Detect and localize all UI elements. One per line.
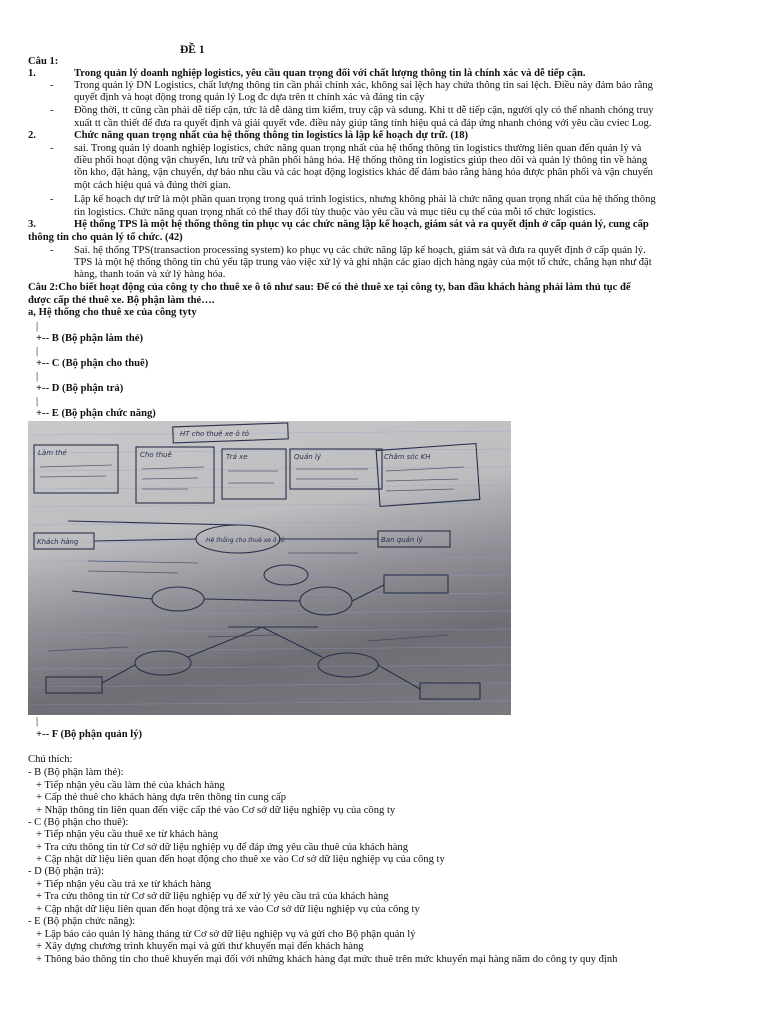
diagram-caption: HT cho thuê xe ô tô bbox=[180, 430, 249, 438]
bullet-line: một cách hiệu quả và đúng thời gian. bbox=[74, 180, 231, 191]
notes-item: + Tra cứu thông tin từ Cơ sở dữ liệu nghiệp vụ để xử lý yêu cầu trả của khách hàng bbox=[36, 891, 389, 902]
notes-item: + Tra cứu thông tin từ Cơ sở dữ liệu nghiệp vụ để đáp ứng yêu cầu thuê của khách hàng bbox=[36, 842, 409, 853]
bullet-line: Trong quản lý DN Logistics, chất lượng thông tin cần phải chính xác, không sai lệch hay chứa thông tin sai lệch. Điều này đảm bảo rằng bbox=[74, 80, 653, 91]
notes-item: + Nhập thông tin liên quan đến việc cấp thẻ vào Cơ sở dữ liệu nghiệp vụ của công ty bbox=[36, 805, 396, 816]
tree-node-c: +-- C (Bộ phận cho thuê) bbox=[36, 358, 149, 369]
bullet-line: Đồng thời, tt cũng cần phải dễ tiếp cận, tức là dễ dàng tìm kiếm, truy cập và sdung. Khi tt dễ tiếp cận, người qly có thể nhanh chóng truy bbox=[74, 105, 654, 116]
bullet-line: TPS là một hệ thống thông tin chủ yếu tập trung vào việc xử lý và ghi nhận các giao dịch hàng ngày của một tổ chức, chẳng hạn như đặt bbox=[74, 257, 652, 268]
item-number: 3. bbox=[28, 219, 36, 230]
notes-item: + Cập nhật dữ liệu liên quan đến hoạt động trả xe vào Cơ sở dữ liệu nghiệp vụ của công ty bbox=[36, 904, 420, 915]
diagram-box-label: Trả xe bbox=[226, 453, 248, 461]
diagram-box-label: Cho thuê bbox=[140, 451, 172, 459]
notes-item: + Cấp thẻ thuê cho khách hàng dựa trên thông tin cung cấp bbox=[36, 792, 287, 803]
item-title: Trong quản lý doanh nghiệp logistics, yêu cầu quan trọng đối với chất lượng thông tin là chính xác và dễ tiếp cận. bbox=[74, 68, 586, 79]
diagram-box-label: Quản lý bbox=[294, 453, 321, 461]
tree-node-e: +-- E (Bộ phận chức năng) bbox=[36, 408, 156, 419]
tree-node-b: +-- B (Bộ phận làm thẻ) bbox=[36, 333, 143, 344]
tree-pipe: | bbox=[36, 371, 39, 382]
document-heading: ĐỀ 1 bbox=[180, 44, 205, 56]
notes-item: + Tiếp nhận yêu cầu thuê xe từ khách hàng bbox=[36, 829, 219, 840]
question-2-title-cont: được cấp thẻ thuê xe. Bộ phận làm thẻ…. bbox=[28, 295, 215, 306]
bullet-line: tồn kho, đặt hàng, vận chuyển, dự báo nhu cầu và các hoạt động logistics khác để đảm bảo rằng hàng hóa được phân phối và vận chuyển bbox=[74, 167, 653, 178]
item-number: 1. bbox=[28, 68, 36, 79]
notes-item: + Tiếp nhận yêu cầu làm thẻ của khách hàng bbox=[36, 780, 225, 791]
tree-pipe: | bbox=[36, 716, 39, 727]
notes-group-head: - C (Bộ phận cho thuê): bbox=[28, 817, 129, 828]
bullet-line: sai. Trong quản lý doanh nghiệp logistics, chức năng quan trọng nhất của hệ thống thông tin logistics thường liên quan đến quản lý và bbox=[74, 143, 642, 154]
question-1-label: Câu 1: bbox=[28, 56, 59, 67]
diagram-center-label: Hệ thống cho thuê xe ô tô bbox=[206, 537, 285, 544]
diagram-box-label: Làm thẻ bbox=[38, 449, 67, 457]
tree-pipe: | bbox=[36, 321, 39, 332]
notes-item: + Thông báo thông tin cho thuê khuyến mại đối với những khách hàng đạt mức thuê trên mức khuyến mại hàng năm do công ty quy định bbox=[36, 954, 618, 965]
bullet-line: điều phối hoạt động vận chuyển, lưu trữ và phân phối hàng hóa. Hệ thống thông tin logistics giúp theo dõi và quản lý thông tin về hàng bbox=[74, 155, 648, 166]
item-number: 2. bbox=[28, 130, 36, 141]
item-title: Chức năng quan trọng nhất của hệ thống thông tin logistics là lập kế hoạch dự trữ. (18) bbox=[74, 130, 469, 141]
tree-node-d: +-- D (Bộ phận trả) bbox=[36, 383, 124, 394]
diagram-box-label: Ban quản lý bbox=[381, 536, 423, 544]
question-2-title: Câu 2:Cho biết hoạt động của công ty cho thuê xe ô tô như sau: Để có thẻ thuê xe tại công ty, ban đầu khách hàng phải làm thủ tục để bbox=[28, 282, 631, 293]
item-title: Hệ thống TPS là một hệ thống thông tin phục vụ các chức năng lập kế hoạch, giám sát và ra quyết định ở cấp quản lý, cung cấp bbox=[74, 219, 649, 230]
bullet-line: Sai. hệ thống TPS(transaction processing system) ko phục vụ các chức năng lập kế hoạch, giám sát và đưa ra quyết định ở cấp quản lý. bbox=[74, 245, 646, 256]
bullet-dash: - bbox=[50, 245, 54, 256]
bullet-dash: - bbox=[50, 143, 54, 154]
bullet-line: quyết định và hoạt động trong quản lý Log đc dựa trên tt chính xác và đáng tin cậy bbox=[74, 92, 425, 103]
handwritten-diagram-photo bbox=[28, 421, 511, 715]
notes-group-head: - B (Bộ phận làm thẻ): bbox=[28, 767, 124, 778]
tree-pipe: | bbox=[36, 346, 39, 357]
notes-group-head: - D (Bộ phận trả): bbox=[28, 866, 104, 877]
notes-item: + Cập nhật dữ liệu liên quan đến hoạt động cho thuê xe vào Cơ sở dữ liệu nghiệp vụ của công ty bbox=[36, 854, 445, 865]
question-2-subtitle: a, Hệ thống cho thuê xe của công tyty bbox=[28, 307, 197, 318]
tree-node-f: +-- F (Bộ phận quản lý) bbox=[36, 729, 143, 740]
bullet-line: hàng, thanh toán và xử lý hàng hóa. bbox=[74, 269, 226, 280]
notes-group-head: - E (Bộ phận chức năng): bbox=[28, 916, 136, 927]
tree-pipe: | bbox=[36, 396, 39, 407]
diagram-box-label: Khách hàng bbox=[37, 538, 79, 546]
bullet-dash: - bbox=[50, 194, 54, 205]
diagram-box-label: Chăm sóc KH bbox=[384, 453, 431, 461]
notes-title: Chú thích: bbox=[28, 754, 73, 765]
item-title-cont: thông tin cho quản lý tổ chức. (42) bbox=[28, 232, 183, 243]
diagram-sketch bbox=[28, 421, 511, 715]
bullet-line: xuất tt cần thiết để đưa ra quyết định và giải quyết vđe. điều này giúp tăng tính hiệu quả cả đáp ứng nhanh chóng với yêu cầu cviec Log. bbox=[74, 118, 652, 129]
bullet-dash: - bbox=[50, 105, 54, 116]
notes-item: + Lập báo cáo quản lý hàng tháng từ Cơ sở dữ liệu nghiệp vụ và gửi cho Bộ phận quản lý bbox=[36, 929, 416, 940]
notes-item: + Xây dựng chương trình khuyến mại và gửi thư khuyến mại đến khách hàng bbox=[36, 941, 364, 952]
bullet-line: tin logistics. Chức năng quan trọng nhất có thể thay đổi tùy thuộc vào yêu cầu và mục tiêu cụ thể của mỗi tổ chức logistics. bbox=[74, 207, 596, 218]
bullet-dash: - bbox=[50, 80, 54, 91]
notes-item: + Tiếp nhận yêu cầu trả xe từ khách hàng bbox=[36, 879, 211, 890]
bullet-line: Lập kế hoạch dự trữ là một phần quan trọng trong quá trình logistics, nhưng không phải là chức năng quan trọng nhất của hệ thống thông bbox=[74, 194, 656, 205]
